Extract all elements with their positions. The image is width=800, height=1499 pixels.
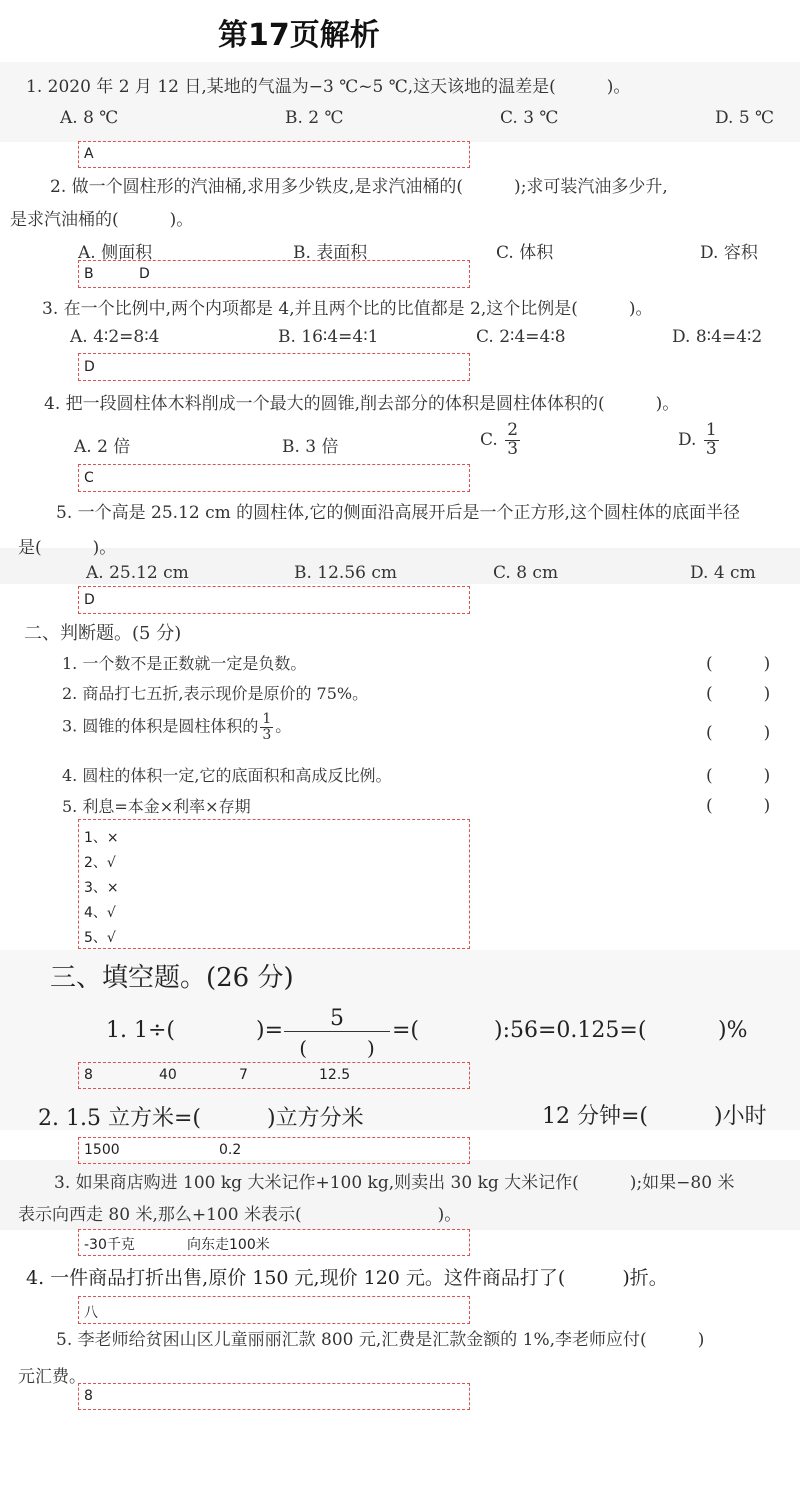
fill-q1-part-a: 1. 1÷( (106, 1018, 175, 1043)
fraction-one-third: $\frac{1}{3}$ (262, 711, 272, 743)
answer-box-fill-1 (78, 1062, 470, 1089)
answer-line-4: 4、√ (84, 905, 116, 921)
answer-box-judge (78, 819, 470, 949)
answer-line-1: 1、× (84, 830, 119, 846)
question-3-stem: 3. 在一个比例中,两个内项都是 4,并且两个比的比值都是 2,这个比例是( )。 (42, 299, 653, 319)
answer-text-2: 0.2 (219, 1142, 242, 1158)
answer-box-fill-3 (78, 1229, 470, 1256)
fill-q4-stem: 4. 一件商品打折出售,原价 150 元,现价 120 元。这件商品打了( )折。 (26, 1267, 668, 1289)
answer-box-fill-4 (78, 1296, 470, 1324)
answer-text-2: 40 (159, 1067, 177, 1083)
answer-line-5: 5、√ (84, 930, 116, 946)
answer-text: C (84, 470, 94, 486)
question-5-stem-line1: 5. 一个高是 25.12 cm 的圆柱体,它的侧面沿高展开后是一个正方形,这个圆柱体的底面半径 (56, 503, 740, 523)
fraction-one-third: $\frac{1}{3}$ (705, 420, 717, 459)
section-fill-heading: 三、填空题。(26 分) (50, 963, 294, 993)
answer-text: A (84, 146, 94, 162)
question-5-option-c: C. 8 cm (493, 563, 559, 583)
judge-item-2: 2. 商品打七五折,表示现价是原价的 75%。 (62, 684, 369, 703)
answer-box-fill-5 (78, 1383, 470, 1410)
question-1-stem: 1. 2020 年 2 月 12 日,某地的气温为−3 ℃~5 ℃,这天该地的温差是( )。 (26, 77, 631, 97)
fill-q1-fraction: 5 ( ) (284, 1006, 390, 1061)
question-4-stem: 4. 把一段圆柱体木料削成一个最大的圆锥,削去部分的体积是圆柱体体积的( )。 (44, 394, 680, 414)
question-4-option-b: B. 3 倍 (282, 437, 339, 457)
answer-text: 8 (84, 1388, 93, 1404)
answer-box-5 (78, 586, 470, 614)
answer-text-2: D (139, 266, 150, 282)
fill-q2-left: 2. 1.5 立方米=( )立方分米 (38, 1106, 364, 1131)
fill-q5-line1: 5. 李老师给贫困山区儿童丽丽汇款 800 元,汇费是汇款金额的 1%,李老师应付( ) (56, 1330, 705, 1350)
judge-item-1: 1. 一个数不是正数就一定是负数。 (62, 654, 307, 673)
answer-box-fill-2 (78, 1137, 470, 1164)
fill-q1-part-e: )% (718, 1018, 748, 1043)
question-3-option-b: B. 16∶4=4∶1 (278, 327, 379, 347)
answer-text-1: B (84, 266, 94, 282)
answer-box-3 (78, 353, 470, 381)
answer-box-2 (78, 260, 470, 288)
fill-q5-line2: 元汇费。 (18, 1367, 86, 1387)
question-5-stem-line2: 是( )。 (18, 538, 117, 558)
question-5-option-b: B. 12.56 cm (294, 563, 398, 583)
fill-q1-part-c: =( (392, 1018, 420, 1043)
judge-paren-3: ( ) (706, 723, 771, 743)
section-judge-heading: 二、判断题。(5 分) (24, 623, 182, 644)
question-2-stem-line1: 2. 做一个圆柱形的汽油桶,求用多少铁皮,是求汽油桶的( );求可装汽油多少升, (50, 177, 668, 197)
answer-text: D (84, 359, 95, 375)
question-5-option-a: A. 25.12 cm (86, 563, 189, 583)
question-2-option-b: B. 表面积 (293, 243, 368, 263)
answer-box-4 (78, 464, 470, 492)
question-1-option-d: D. 5 ℃ (715, 108, 775, 128)
answer-line-2: 2、√ (84, 855, 116, 871)
fill-q3-line1: 3. 如果商店购进 100 kg 大米记作+100 kg,则卖出 30 kg 大米记作( );如果−80 米 (54, 1173, 735, 1193)
answer-text: D (84, 592, 95, 608)
judge-paren-4: ( ) (706, 766, 771, 786)
answer-line-3: 3、× (84, 880, 119, 896)
question-4-option-a: A. 2 倍 (74, 437, 131, 457)
answer-text-3: 7 (239, 1067, 248, 1083)
answer-text-1: -30千克 (84, 1237, 135, 1253)
answer-text-2: 向东走100米 (187, 1237, 270, 1253)
question-2-stem-line2: 是求汽油桶的( )。 (10, 210, 194, 230)
answer-text-4: 12.5 (319, 1067, 351, 1083)
judge-item-4: 4. 圆柱的体积一定,它的底面积和高成反比例。 (62, 766, 392, 785)
judge-paren-1: ( ) (706, 654, 771, 674)
judge-paren-2: ( ) (706, 684, 771, 704)
question-1-option-b: B. 2 ℃ (285, 108, 344, 128)
fill-q2-right: 12 分钟=( )小时 (542, 1104, 767, 1129)
question-1-option-a: A. 8 ℃ (60, 108, 119, 128)
judge-item-3: 3. 圆锥的体积是圆柱体积的 $\frac{1}{3}$ 。 (62, 711, 292, 743)
answer-text: 八 (84, 1305, 98, 1321)
page-title: 第17页解析 (218, 18, 380, 53)
question-1-option-c: C. 3 ℃ (500, 108, 559, 128)
judge-item-5: 5. 利息=本金×利率×存期 (62, 797, 251, 816)
answer-text-1: 8 (84, 1067, 93, 1083)
answer-text-1: 1500 (84, 1142, 120, 1158)
question-5-option-d: D. 4 cm (690, 563, 756, 583)
question-3-option-c: C. 2∶4=4∶8 (476, 327, 566, 347)
question-2-option-c: C. 体积 (496, 243, 554, 263)
fill-q1-part-d: ):56=0.125=( (494, 1018, 647, 1043)
answer-box-1 (78, 141, 470, 168)
question-3-option-d: D. 8∶4=4∶2 (672, 327, 763, 347)
fraction-two-thirds: $\frac{2}{3}$ (507, 420, 519, 459)
question-4-option-d: D. $\frac{1}{3}$ (678, 420, 717, 459)
question-3-option-a: A. 4∶2=8∶4 (70, 327, 160, 347)
question-2-option-d: D. 容积 (700, 243, 758, 263)
question-4-option-c: C. $\frac{2}{3}$ (480, 420, 519, 459)
question-2-option-a: A. 侧面积 (78, 243, 153, 263)
judge-paren-5: ( ) (706, 796, 771, 816)
fill-q3-line2: 表示向西走 80 米,那么+100 米表示( )。 (18, 1205, 462, 1225)
fill-q1-part-b: )= (256, 1018, 284, 1043)
